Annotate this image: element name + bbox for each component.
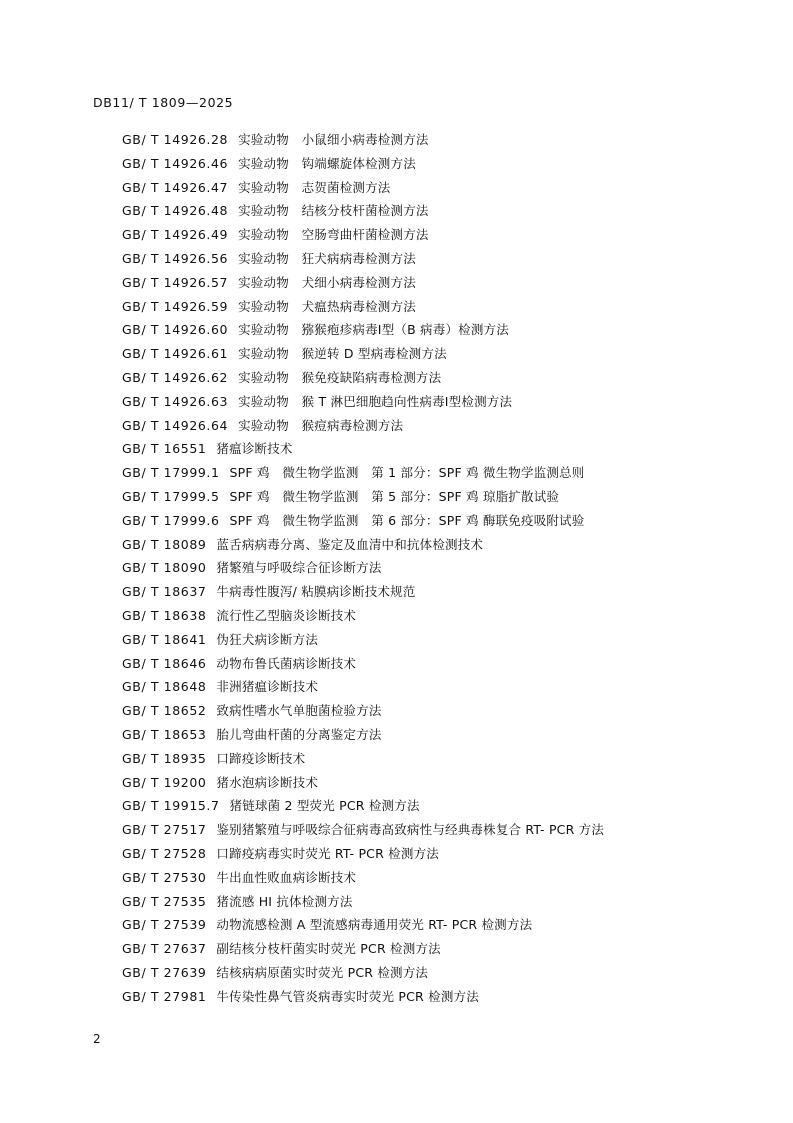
reference-item (122, 271, 762, 295)
reference-code: GB/ T 14926.59 (122, 298, 229, 314)
reference-title: 猪流感 HI 抗体检测方法 (216, 893, 353, 909)
reference-item (122, 937, 762, 961)
reference-item (122, 247, 762, 271)
reference-title: 猪链球菌 2 型荧光 PCR 检测方法 (229, 798, 420, 814)
reference-title: 实验动物 犬细小病毒检测方法 (238, 274, 416, 290)
reference-title: 胎儿弯曲杆菌的分离鉴定方法 (216, 726, 382, 742)
reference-item (122, 747, 762, 771)
reference-code: GB/ T 17999.6 (122, 512, 220, 528)
reference-code: GB/ T 27535 (122, 893, 207, 909)
reference-title: 猪繁殖与呼吸综合征诊断方法 (216, 560, 382, 576)
reference-title: 实验动物 犬瘟热病毒检测方法 (238, 298, 416, 314)
reference-title: 动物流感检测 A 型流感病毒通用荧光 RT- PCR 检测方法 (216, 917, 533, 933)
reference-title: 牛传染性鼻气管炎病毒实时荧光 PCR 检测方法 (216, 988, 479, 1004)
reference-item (122, 818, 762, 842)
reference-code: GB/ T 14926.47 (122, 179, 229, 195)
reference-title: 实验动物 空肠弯曲杆菌检测方法 (238, 227, 429, 243)
reference-item (122, 771, 762, 795)
reference-item (122, 533, 762, 557)
reference-title: SPF 鸡 微生物学监测 第 6 部分：SPF 鸡 酶联免疫吸附试验 (229, 512, 585, 528)
reference-item (122, 199, 762, 223)
reference-item (122, 437, 762, 461)
reference-title: 牛出血性败血病诊断技术 (216, 869, 357, 885)
reference-code: GB/ T 14926.60 (122, 322, 229, 338)
reference-item (122, 509, 762, 533)
reference-item (122, 223, 762, 247)
reference-title: 伪狂犬病诊断方法 (216, 631, 319, 647)
reference-code: GB/ T 19915.7 (122, 798, 220, 814)
reference-title: 非洲猪瘟诊断技术 (216, 679, 319, 695)
document-number-header: DB11/ T 1809—2025 (93, 95, 234, 110)
reference-title: 猪瘟诊断技术 (216, 441, 293, 457)
reference-item (122, 675, 762, 699)
reference-code: GB/ T 17999.1 (122, 465, 220, 481)
reference-item (122, 366, 762, 390)
reference-item (122, 961, 762, 985)
reference-title: SPF 鸡 微生物学监测 第 5 部分：SPF 鸡 琼脂扩散试验 (229, 488, 560, 504)
reference-code: GB/ T 18637 (122, 584, 207, 600)
reference-code: GB/ T 14926.57 (122, 274, 229, 290)
reference-code: GB/ T 27528 (122, 845, 207, 861)
reference-title: 蓝舌病病毒分离、鉴定及血清中和抗体检测技术 (216, 536, 484, 552)
reference-code: GB/ T 27539 (122, 917, 207, 933)
reference-code: GB/ T 27639 (122, 964, 207, 980)
reference-item (122, 794, 762, 818)
reference-title: 口蹄疫诊断技术 (216, 750, 306, 766)
reference-title: 致病性嗜水气单胞菌检验方法 (216, 703, 382, 719)
reference-title: 实验动物 猴痘病毒检测方法 (238, 417, 404, 433)
reference-code: GB/ T 14926.62 (122, 369, 229, 385)
reference-code: GB/ T 18641 (122, 631, 207, 647)
reference-code: GB/ T 14926.28 (122, 132, 229, 147)
reference-code: GB/ T 18648 (122, 679, 207, 695)
reference-code: GB/ T 14926.63 (122, 393, 229, 409)
reference-code: GB/ T 27637 (122, 941, 207, 957)
reference-item (122, 913, 762, 937)
reference-code: GB/ T 27517 (122, 822, 207, 838)
reference-title: 口蹄疫病毒实时荧光 RT- PCR 检测方法 (216, 845, 439, 861)
reference-item (122, 652, 762, 676)
reference-title: 流行性乙型脑炎诊断技术 (216, 607, 357, 623)
reference-item (122, 580, 762, 604)
reference-code: GB/ T 27530 (122, 869, 207, 885)
reference-code: GB/ T 18638 (122, 607, 207, 623)
reference-title: 实验动物 结核分枝杆菌检测方法 (238, 203, 429, 219)
reference-item (122, 295, 762, 319)
reference-item (122, 414, 762, 438)
reference-code: GB/ T 16551 (122, 441, 207, 457)
reference-title: 猪水泡病诊断技术 (216, 774, 319, 790)
reference-item (122, 556, 762, 580)
reference-title: 实验动物 猕猴疱疹病毒Ⅰ型（B 病毒）检测方法 (238, 322, 509, 338)
reference-title: SPF 鸡 微生物学监测 第 1 部分：SPF 鸡 微生物学监测总则 (229, 465, 585, 481)
reference-code: GB/ T 19200 (122, 774, 207, 790)
reference-item (122, 699, 762, 723)
reference-title: 副结核分枝杆菌实时荧光 PCR 检测方法 (216, 941, 441, 957)
reference-title: 牛病毒性腹泻/ 粘膜病诊断技术规范 (216, 584, 416, 600)
reference-code: GB/ T 14926.46 (122, 155, 229, 171)
reference-title: 实验动物 猴 T 淋巴细胞趋向性病毒Ⅰ型检测方法 (238, 393, 513, 409)
reference-item (122, 628, 762, 652)
reference-item (122, 342, 762, 366)
reference-item (122, 176, 762, 200)
reference-code: GB/ T 17999.5 (122, 488, 220, 504)
reference-title: 实验动物 小鼠细小病毒检测方法 (238, 132, 429, 147)
reference-code: GB/ T 18652 (122, 703, 207, 719)
reference-title: 实验动物 狂犬病病毒检测方法 (238, 250, 416, 266)
reference-code: GB/ T 14926.48 (122, 203, 229, 219)
reference-item (122, 128, 762, 152)
reference-item (122, 485, 762, 509)
reference-code: GB/ T 18090 (122, 560, 207, 576)
reference-code: GB/ T 27981 (122, 988, 207, 1004)
normative-references-list (122, 128, 762, 1008)
reference-code: GB/ T 14926.56 (122, 250, 229, 266)
reference-item (122, 318, 762, 342)
reference-item (122, 985, 762, 1009)
reference-code: GB/ T 14926.64 (122, 417, 229, 433)
reference-title: 动物布鲁氏菌病诊断技术 (216, 655, 357, 671)
reference-item (122, 866, 762, 890)
reference-title: 实验动物 猴免疫缺陷病毒检测方法 (238, 369, 442, 385)
reference-title: 结核病病原菌实时荧光 PCR 检测方法 (216, 964, 429, 980)
reference-item (122, 390, 762, 414)
reference-code: GB/ T 18935 (122, 750, 207, 766)
reference-title: 实验动物 猴逆转 D 型病毒检测方法 (238, 346, 447, 362)
reference-code: GB/ T 14926.61 (122, 346, 229, 362)
reference-title: 实验动物 钩端螺旋体检测方法 (238, 155, 416, 171)
reference-item (122, 842, 762, 866)
reference-item (122, 604, 762, 628)
reference-code: GB/ T 18653 (122, 726, 207, 742)
reference-title: 实验动物 志贺菌检测方法 (238, 179, 391, 195)
reference-item (122, 461, 762, 485)
reference-code: GB/ T 18089 (122, 536, 207, 552)
reference-item (122, 890, 762, 914)
reference-item (122, 723, 762, 747)
reference-title: 鉴别猪繁殖与呼吸综合征病毒高致病性与经典毒株复合 RT- PCR 方法 (216, 822, 605, 838)
reference-code: GB/ T 14926.49 (122, 227, 229, 243)
reference-code: GB/ T 18646 (122, 655, 207, 671)
reference-item (122, 152, 762, 176)
page-number: 2 (93, 1032, 101, 1046)
